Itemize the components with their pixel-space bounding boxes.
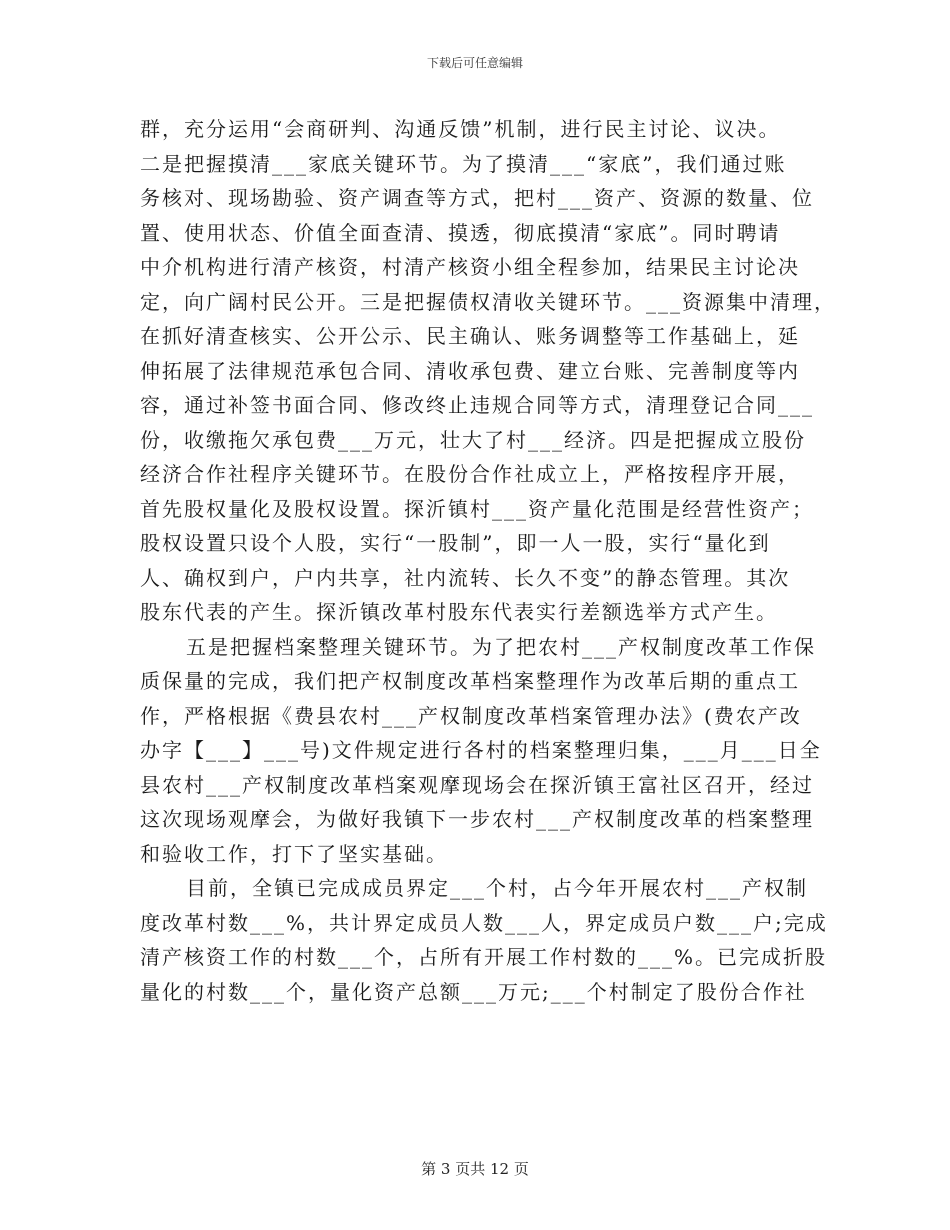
page-header: 下载后可任意编辑 <box>426 56 523 70</box>
text-line: 二是把握摸清___家底关键环节。为了摸清___“家底”，我们通过账 <box>140 151 787 176</box>
text-line: 份，收缴拖欠承包费___万元，壮大了村___经济。四是把握成立股份 <box>140 427 806 452</box>
text-line: 伸拓展了法律规范承包合同、清收承包费、建立台账、完善制度等内 <box>140 358 800 383</box>
text-line: 首先股权量化及股权设置。探沂镇村___资产量化范围是经营性资产； <box>140 496 814 521</box>
text-line: 县农村___产权制度改革档案观摩现场会在探沂镇王富社区召开，经过 <box>140 772 814 797</box>
text-line: 中介机构进行清产核资，村清产核资小组全程参加，结果民主讨论决 <box>140 255 800 279</box>
text-line: 定，向广阔村民公开。三是把握债权清收关键环节。___资源集中清理， <box>140 289 836 314</box>
text-line: 股权设置只设个人股，实行“一股制”，即一人一股，实行“量化到 <box>140 531 771 555</box>
text-line: 置、使用状态、价值全面查清、摸透，彻底摸清“家底”。同时聘请 <box>140 220 781 245</box>
text-line: 清产核资工作的村数___个，占所有开展工作村数的___%。已完成折股 <box>140 945 828 969</box>
text-line: 目前，全镇已完成成员界定___个村，占今年开展农村___产权制 <box>186 876 808 900</box>
text-line: 经济合作社程序关键环节。在股份合作社成立上，严格按程序开展， <box>140 462 800 486</box>
text-line: 在抓好清查核实、公开公示、民主确认、账务调整等工作基础上，延 <box>140 324 800 348</box>
text-line: 五是把握档案整理关键环节。为了把农村___产权制度改革工作保 <box>186 634 816 659</box>
text-line: 和验收工作，打下了坚实基础。 <box>140 841 448 866</box>
text-line: 办字【___】___号)文件规定进行各村的档案整理归集，___月___日全 <box>140 738 822 762</box>
text-line: 质保量的完成，我们把产权制度改革档案整理作为改革后期的重点工 <box>140 669 800 693</box>
text-line: 量化的村数___个，量化资产总额___万元;___个村制定了股份合作社 <box>140 979 807 1004</box>
text-line: 务核对、现场勘验、资产调查等方式，把村___资产、资源的数量、位 <box>140 186 814 210</box>
text-line: 作，严格根据《费县农村___产权制度改革档案管理办法》(费农产改 <box>140 703 802 728</box>
text-line: 这次现场观摩会，为做好我镇下一步农村___产权制度改革的档案整理 <box>140 807 814 831</box>
text-line: 人、确权到户，户内共享，社内流转、长久不变”的静态管理。其次 <box>140 565 791 590</box>
text-line: 容，通过补签书面合同、修改终止违规合同等方式，清理登记合同___ <box>140 393 814 417</box>
page-footer: 第 3 页共 12 页 <box>421 1160 529 1178</box>
text-line: 股东代表的产生。探沂镇改革村股东代表实行差额选举方式产生。 <box>140 600 778 624</box>
document-body <box>140 112 836 1009</box>
text-line: 度改革村数___%，共计界定成员人数___人，界定成员户数___户;完成 <box>140 910 828 935</box>
text-line: 群，充分运用“会商研判、沟通反馈”机制，进行民主讨论、议决。 <box>140 117 781 141</box>
